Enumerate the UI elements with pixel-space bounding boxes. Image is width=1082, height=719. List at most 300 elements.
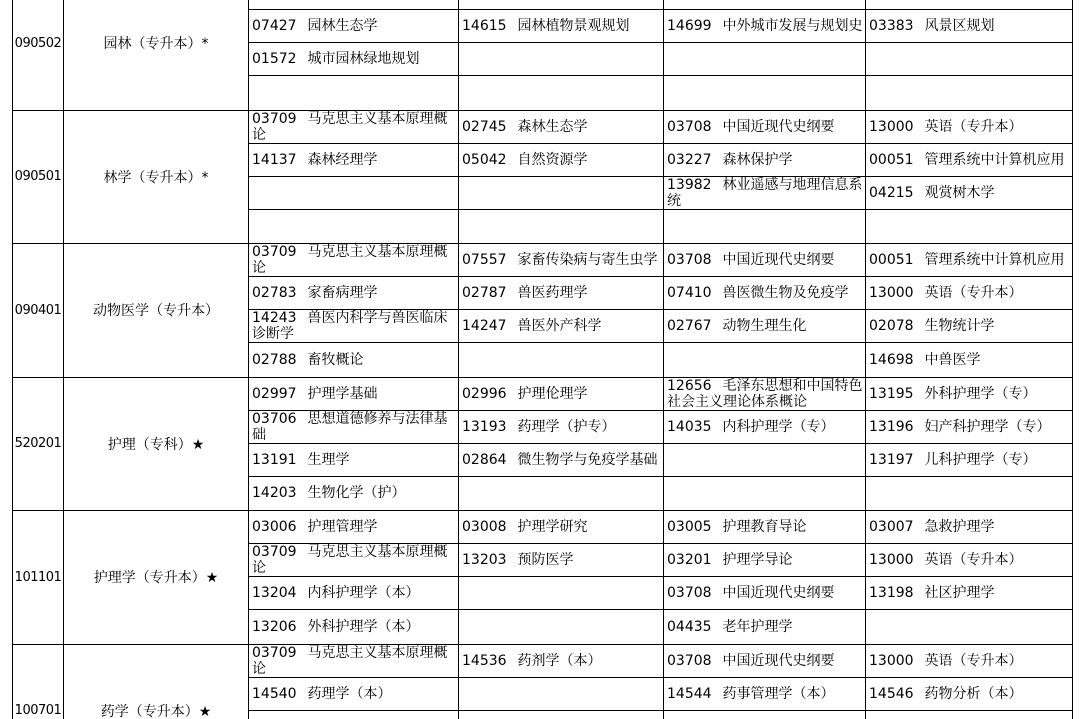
course-cell [249,210,459,243]
course-name: 预防医学 [517,552,574,569]
course-text [869,686,1070,702]
course-code: 03706 [252,410,297,427]
course-text [462,452,661,468]
course-text [667,619,863,635]
course-name: 中国近现代史纲要 [722,118,835,135]
major-block [13,244,1072,378]
major-name: 动物医学（专升本） [64,244,249,377]
course-cell [866,310,1072,343]
course-cell [249,577,459,610]
course-name: 英语（专升本） [924,552,1023,569]
course-cell [866,411,1072,444]
course-code: 04215 [869,184,914,201]
course-name: 生理学 [307,451,350,468]
course-cell [866,43,1072,76]
course-cell [249,10,459,43]
course-code: 02783 [252,285,297,302]
course-cell [866,277,1072,310]
course-name: 护理教育导论 [722,519,807,536]
course-cell [459,76,664,109]
course-cell [249,477,459,510]
course-code: 13196 [869,418,914,435]
course-text [667,177,863,209]
course-code: 01572 [252,51,297,68]
course-text [252,310,456,342]
course-name: 外科护理学（专） [924,385,1037,402]
course-text [252,18,456,34]
course-code: 14247 [462,318,507,335]
course-text [462,51,661,67]
course-cell [664,0,866,10]
course-text [252,244,456,276]
course-cell [866,511,1072,544]
course-text [252,686,456,702]
major-block [13,645,1072,719]
course-cell [664,544,866,577]
course-text [252,544,456,576]
course-text [667,653,863,669]
course-text [667,686,863,702]
course-text [869,285,1070,301]
course-text [462,419,661,435]
course-text [667,485,863,501]
course-name: 家畜传染病与寄生虫学 [517,252,658,269]
course-code: 03708 [667,652,712,669]
course-text [869,485,1070,501]
course-cell [664,343,866,376]
course-grid [249,645,1072,719]
course-cell [664,511,866,544]
course-text [462,18,661,34]
course-cell [249,711,459,719]
course-code: 03708 [667,118,712,135]
major-name: 林学（专升本）* [64,111,249,244]
course-code: 14035 [667,418,712,435]
major-code: 101101 [13,511,64,644]
course-cell [459,544,664,577]
course-text [252,218,456,234]
major-name: 护理（专科）★ [64,378,249,511]
course-code: 14203 [252,485,297,502]
course-code: 13195 [869,385,914,402]
course-text [667,152,863,168]
course-code: 07410 [667,285,712,302]
course-name: 森林生态学 [517,118,588,135]
course-name: 管理系统中计算机应用 [924,151,1065,168]
course-text [869,85,1070,101]
course-code: 05042 [462,151,507,168]
course-text [869,152,1070,168]
course-text [667,519,863,535]
course-cell [459,711,664,719]
course-name: 兽医微生物及免疫学 [722,285,849,302]
course-cell [249,343,459,376]
course-cell [866,645,1072,678]
course-cell [664,111,866,144]
course-cell [866,444,1072,477]
course-text [869,252,1070,268]
course-code: 13206 [252,618,297,635]
course-text [667,18,863,34]
course-name: 英语（专升本） [924,652,1023,669]
course-text [667,318,863,334]
course-cell [249,0,459,10]
major-code: 090501 [13,111,64,244]
course-cell [249,544,459,577]
course-name: 园林生态学 [307,18,378,35]
course-cell [664,711,866,719]
course-cell [249,444,459,477]
course-code: 13193 [462,418,507,435]
course-cell [249,678,459,711]
course-cell [664,10,866,43]
course-text [462,185,661,201]
course-cell [249,111,459,144]
course-cell [249,244,459,277]
course-cell [866,544,1072,577]
course-cell [459,444,664,477]
course-text [462,352,661,368]
major-block [13,378,1072,512]
course-text [462,653,661,669]
course-name: 药事管理学（本） [722,685,835,702]
course-grid [249,0,1072,110]
course-code: 03008 [462,519,507,536]
course-text [869,585,1070,601]
exam-table [12,0,1073,719]
course-name: 森林保护学 [722,151,793,168]
course-cell [664,277,866,310]
course-cell [249,310,459,343]
course-cell [459,310,664,343]
course-code: 03005 [667,519,712,536]
course-name: 药物分析（本） [924,685,1023,702]
course-name: 微生物学与免疫学基础 [517,451,658,468]
course-name: 家畜病理学 [307,285,378,302]
course-code: 13191 [252,451,297,468]
course-name: 风景区规划 [924,18,995,35]
course-cell [249,177,459,210]
course-grid [249,511,1072,644]
course-cell [249,511,459,544]
course-cell [866,577,1072,610]
course-cell [664,477,866,510]
course-grid [249,244,1072,377]
course-code: 07427 [252,18,297,35]
course-text [252,185,456,201]
course-code: 03201 [667,552,712,569]
course-cell [249,610,459,643]
course-cell [249,378,459,411]
course-name: 护理学研究 [517,519,588,536]
course-cell [866,210,1072,243]
course-name: 老年护理学 [722,618,793,635]
course-cell [249,144,459,177]
course-code: 02767 [667,318,712,335]
major-block [13,0,1072,111]
course-cell [459,0,664,10]
course-text [869,452,1070,468]
course-name: 内科护理学（本） [307,585,420,602]
course-text [869,619,1070,635]
course-text [252,111,456,143]
course-name: 动物生理生化 [722,318,807,335]
course-name: 森林经理学 [307,151,378,168]
major-code: 090401 [13,244,64,377]
course-name: 药理学（本） [307,685,392,702]
course-cell [866,244,1072,277]
course-text [869,18,1070,34]
course-cell [249,43,459,76]
course-text [462,485,661,501]
course-code: 14699 [667,18,712,35]
course-cell [664,310,866,343]
course-code: 02078 [869,318,914,335]
course-name: 生物化学（护） [307,485,406,502]
course-text [462,252,661,268]
course-cell [459,10,664,43]
course-code: 13204 [252,585,297,602]
course-text [462,519,661,535]
course-text [667,218,863,234]
course-code: 14137 [252,151,297,168]
course-cell [664,244,866,277]
course-text [667,85,863,101]
course-name: 护理管理学 [307,519,378,536]
course-cell [249,76,459,109]
course-cell [459,477,664,510]
course-text [252,452,456,468]
course-code: 13982 [667,176,712,193]
major-code: 090502 [13,0,64,110]
course-text [462,318,661,334]
course-cell [664,411,866,444]
course-text [462,0,661,1]
course-cell [249,411,459,444]
course-code: 02864 [462,451,507,468]
major-name: 护理学（专升本）★ [64,511,249,644]
course-text [667,252,863,268]
course-code: 00051 [869,252,914,269]
course-name: 兽医药理学 [517,285,588,302]
course-text [869,519,1070,535]
course-code: 02997 [252,385,297,402]
course-code: 14546 [869,685,914,702]
course-name: 思想道德修养与法律基础 [252,410,448,443]
course-name: 中国近现代史纲要 [722,652,835,669]
course-code: 03227 [667,151,712,168]
course-text [869,653,1070,669]
course-text [252,519,456,535]
course-text [462,119,661,135]
course-name: 中兽医学 [924,351,981,368]
course-code: 14536 [462,652,507,669]
course-text [869,0,1070,1]
course-code: 00051 [869,151,914,168]
major-name: 园林（专升本）* [64,0,249,110]
course-cell [664,577,866,610]
course-text [869,352,1070,368]
course-name: 园林植物景观规划 [517,18,630,35]
course-name: 护理学导论 [722,552,793,569]
course-text [667,585,863,601]
course-code: 03383 [869,18,914,35]
course-name: 马克思主义基本原理概论 [252,244,448,277]
course-cell [866,76,1072,109]
course-text [869,218,1070,234]
course-code: 03007 [869,519,914,536]
course-cell [866,111,1072,144]
course-code: 13203 [462,552,507,569]
course-code: 03709 [252,244,297,261]
course-cell [664,210,866,243]
course-name: 儿科护理学（专） [924,451,1037,468]
major-code: 100701 [13,645,64,719]
course-code: 02996 [462,385,507,402]
course-text [667,552,863,568]
course-name: 城市园林绿地规划 [307,51,420,68]
course-cell [664,177,866,210]
course-code: 02787 [462,285,507,302]
course-cell [664,678,866,711]
course-name: 妇产科护理学（专） [924,418,1051,435]
course-name: 药剂学（本） [517,652,602,669]
course-name: 内科护理学（专） [722,418,835,435]
course-text [462,386,661,402]
course-cell [249,645,459,678]
course-text [252,585,456,601]
course-text [252,85,456,101]
course-cell [866,0,1072,10]
course-name: 急救护理学 [924,519,995,536]
course-name: 生物统计学 [924,318,995,335]
course-name: 林业遥感与地理信息系统 [667,176,863,209]
course-cell [866,378,1072,411]
course-name: 畜牧概论 [307,351,364,368]
course-code: 14615 [462,18,507,35]
course-text [252,485,456,501]
course-cell [664,378,866,411]
course-text [869,419,1070,435]
course-cell [459,645,664,678]
course-code: 13197 [869,451,914,468]
course-code: 03708 [667,252,712,269]
course-name: 马克思主义基本原理概论 [252,544,448,577]
course-name: 自然资源学 [517,151,588,168]
course-name: 英语（专升本） [924,285,1023,302]
course-text [462,85,661,101]
course-name: 观赏树木学 [924,184,995,201]
course-text [869,318,1070,334]
course-code: 02788 [252,351,297,368]
course-cell [866,678,1072,711]
course-name: 兽医外产科学 [517,318,602,335]
course-code: 13000 [869,285,914,302]
course-code: 12656 [667,377,712,394]
course-cell [459,577,664,610]
course-cell [459,111,664,144]
course-cell [459,378,664,411]
course-code: 13198 [869,585,914,602]
course-text [667,352,863,368]
course-text [462,285,661,301]
course-code: 14698 [869,351,914,368]
course-name: 中外城市发展与规划史 [722,18,863,35]
course-name: 药理学（护专） [517,418,616,435]
course-cell [866,477,1072,510]
course-text [869,552,1070,568]
course-code: 03709 [252,544,297,561]
course-text [462,585,661,601]
course-cell [664,43,866,76]
course-text [252,285,456,301]
course-text [252,352,456,368]
course-cell [459,511,664,544]
course-code: 07557 [462,252,507,269]
course-text [869,185,1070,201]
course-name: 管理系统中计算机应用 [924,252,1065,269]
course-grid [249,378,1072,511]
course-cell [459,210,664,243]
course-name: 护理学基础 [307,385,378,402]
course-text [252,619,456,635]
course-cell [664,610,866,643]
course-name: 马克思主义基本原理概论 [252,644,448,677]
course-cell [459,277,664,310]
course-text [667,452,863,468]
course-cell [459,678,664,711]
course-text [462,218,661,234]
course-name: 社区护理学 [924,585,995,602]
course-text [252,0,456,1]
course-code: 03709 [252,644,297,661]
course-name: 护理伦理学 [517,385,588,402]
course-cell [866,343,1072,376]
course-text [462,686,661,702]
course-cell [459,43,664,76]
course-name: 中国近现代史纲要 [722,252,835,269]
course-cell [866,144,1072,177]
course-text [869,386,1070,402]
course-cell [664,76,866,109]
major-block [13,511,1072,645]
course-cell [459,144,664,177]
course-cell [664,444,866,477]
course-cell [459,411,664,444]
course-name: 英语（专升本） [924,118,1023,135]
course-code: 14243 [252,310,297,327]
course-code: 02745 [462,118,507,135]
course-text [667,419,863,435]
course-text [252,645,456,677]
course-text [252,386,456,402]
course-name: 兽医内科学与兽医临床诊断学 [252,310,448,343]
course-text [667,0,863,1]
course-text [869,51,1070,67]
course-text [667,119,863,135]
course-code: 13000 [869,552,914,569]
course-text [252,51,456,67]
course-code: 03709 [252,110,297,127]
course-code: 14540 [252,685,297,702]
course-text [667,378,863,410]
major-name: 药学（专升本）★ [64,645,249,719]
course-name: 马克思主义基本原理概论 [252,110,448,143]
course-code: 03708 [667,585,712,602]
course-cell [866,711,1072,719]
course-cell [459,177,664,210]
course-cell [664,645,866,678]
